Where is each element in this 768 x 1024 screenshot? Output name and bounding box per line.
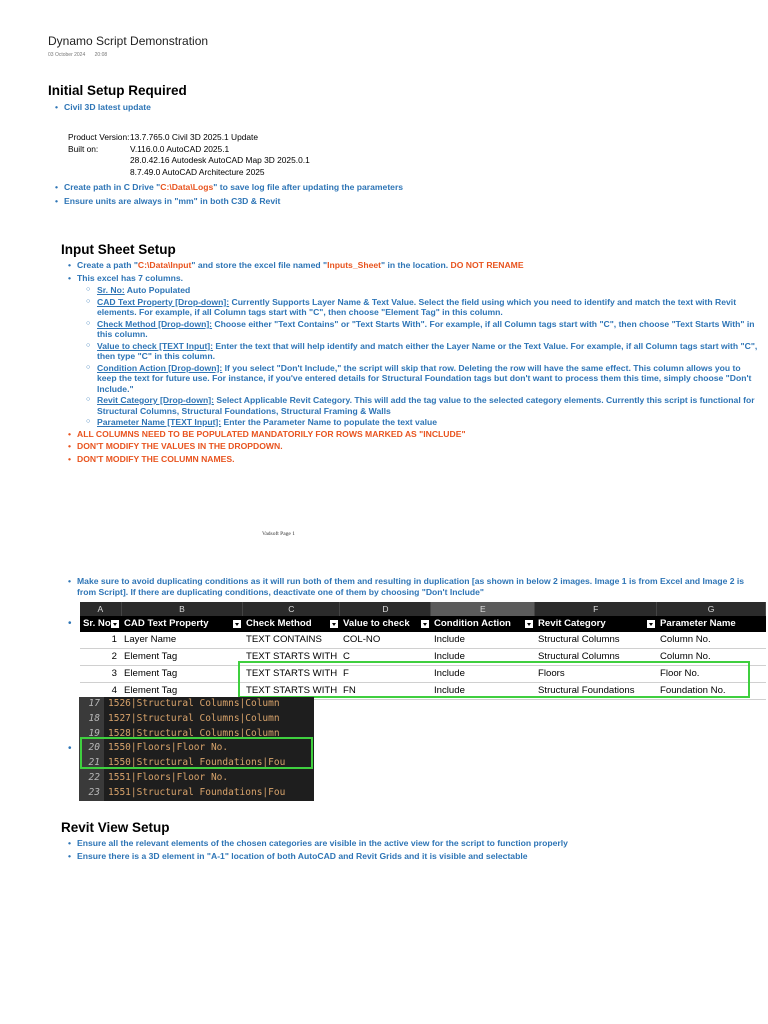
input-list — [66, 260, 762, 464]
excel-cell[interactable]: TEXT CONTAINS — [246, 634, 322, 645]
revit-list — [66, 838, 762, 861]
script-line-number: 19 — [79, 727, 104, 742]
excel-header-cell — [535, 616, 657, 632]
script-line-text: 1527|Structural Columns|Column — [108, 712, 280, 724]
input-bullet-1: • Create a path "C:\Data\Input" and store the excel file named "Inputs_Sheet" in the location. DO NOT RENAME — [66, 260, 762, 271]
initial-bullet-1: • Civil 3D latest update — [53, 102, 753, 113]
excel-header-label: Check Method — [246, 618, 312, 629]
filter-dropdown-icon[interactable] — [111, 620, 119, 628]
page-date: 03 October 2024 — [48, 52, 86, 58]
script-line-number: 18 — [79, 712, 104, 727]
initial-list-2 — [53, 182, 753, 206]
excel-header-cell — [80, 616, 121, 632]
excel-header-label: Condition Action — [434, 618, 511, 629]
revit-bullet-2: • Ensure there is a 3D element in "A-1" location of both AutoCAD and Revit Grids and it is visible and selectable — [66, 851, 762, 862]
excel-cell[interactable]: 2 — [111, 651, 117, 662]
page-meta — [48, 52, 115, 58]
revit-bullet-1: • Ensure all the relevant elements of the chosen categories are visible in the active view for the script to function properly — [66, 838, 762, 849]
excel-cell[interactable]: Include — [434, 651, 465, 662]
duplicate-highlight-script — [80, 737, 313, 769]
version-value: V.116.0.0 AutoCAD 2025.1 — [130, 143, 230, 154]
script-line — [79, 712, 314, 727]
excel-cell[interactable]: F — [343, 668, 349, 679]
filter-dropdown-icon[interactable] — [525, 620, 533, 628]
excel-header-label: Parameter Name — [660, 618, 736, 629]
excel-cell[interactable]: Structural Columns — [538, 634, 620, 645]
script-line-text: 1528|Structural Columns|Column — [108, 727, 280, 739]
column-description-text: Choose either "Text Contains" or "Text Starts With". For example, if all Column tags start with "C", then choose "Text Starts With" in this column. — [97, 318, 755, 339]
excel-col-letter[interactable]: A — [80, 602, 122, 616]
excel-cell[interactable]: 4 — [111, 685, 117, 696]
excel-cell[interactable]: 1 — [111, 634, 117, 645]
input-bullet-2: • This excel has 7 columns. — [66, 273, 762, 284]
excel-header-label: CAD Text Property — [124, 618, 209, 629]
image2-bullet-icon: • — [68, 743, 72, 754]
initial-bullet-2: • Create path in C Drive "C:\Data\Logs" to save log file after updating the parameters — [53, 182, 753, 193]
version-line — [68, 167, 310, 179]
excel-cell[interactable]: Structural Columns — [538, 651, 620, 662]
excel-cell[interactable]: Element Tag — [124, 668, 178, 679]
column-description-text: Auto Populated — [124, 285, 191, 295]
excel-col-letter[interactable]: G — [657, 602, 766, 616]
column-description-label: Check Method [Drop-down]: — [97, 318, 213, 329]
excel-column-letters — [80, 602, 766, 616]
excel-cell[interactable]: Column No. — [660, 651, 711, 662]
script-line-number: 17 — [79, 697, 104, 712]
column-description — [86, 395, 762, 416]
script-line-text: 1551|Floors|Floor No. — [108, 771, 229, 783]
script-line-number: 22 — [79, 771, 104, 786]
column-description-label: Condition Action [Drop-down]: — [97, 362, 223, 373]
warn-dropdown: • DON'T MODIFY THE VALUES IN THE DROPDOWN. — [66, 441, 762, 452]
excel-header-label: Sr. No — [83, 618, 111, 629]
column-description-text: Select Applicable Revit Category. This will add the tag value to the selected category elements. Currently this script is functional for Structural Columns, Structural Foundations, Structural Framing & Walls — [97, 395, 755, 416]
version-line — [68, 144, 310, 156]
heading-input-sheet: Input Sheet Setup — [61, 242, 176, 257]
filter-dropdown-icon[interactable] — [647, 620, 655, 628]
image1-bullet-icon: • — [68, 618, 72, 629]
excel-cell[interactable]: COL-NO — [343, 634, 381, 645]
dup-note-list — [66, 576, 764, 597]
excel-header-cell — [431, 616, 535, 632]
excel-cell[interactable]: Include — [434, 634, 465, 645]
filter-dropdown-icon[interactable] — [330, 620, 338, 628]
script-line-number: 23 — [79, 786, 104, 801]
page-footer: Vadsoft Page 1 — [262, 531, 295, 537]
input-path: C:\Data\Input — [137, 260, 192, 270]
input-file: Inputs_Sheet — [327, 260, 382, 270]
column-description — [86, 297, 762, 318]
excel-col-letter[interactable]: D — [340, 602, 431, 616]
column-description-label: CAD Text Property [Drop-down]: — [97, 296, 230, 307]
excel-cell[interactable]: Include — [434, 668, 465, 679]
excel-cell[interactable]: Foundation No. — [660, 685, 726, 696]
column-description-text: If you select "Don't Include," the script will skip that row. Deleting the row will have the same effect. This column allows you to keep the text for future use. For instance, if you've entered details for Structural Foundation tags but don't want to process them this time, simply choose "Don't Include." — [97, 362, 752, 394]
excel-cell[interactable]: Include — [434, 685, 465, 696]
excel-col-letter[interactable]: E — [431, 602, 535, 616]
column-description — [86, 417, 762, 428]
version-value: 8.7.49.0 AutoCAD Architecture 2025 — [130, 166, 265, 177]
script-line-text: 1550|Floors|Floor No. — [108, 742, 229, 754]
column-description-label: Sr. No: — [97, 285, 125, 295]
excel-header-cell — [340, 616, 431, 632]
input-warn-rename: DO NOT RENAME — [450, 260, 524, 270]
initial-bullet-3: • Ensure units are always in "mm" in both C3D & Revit — [53, 196, 753, 207]
column-description-text: Enter the text that will help identify and match either the Layer Name or the Text Value. For example, if all Column tags start with "C", then type "C" in this column. — [97, 340, 758, 361]
version-key: Product Version: — [68, 132, 130, 142]
excel-cell[interactable]: Floor No. — [660, 668, 700, 679]
excel-cell[interactable]: Structural Foundations — [538, 685, 635, 696]
filter-dropdown-icon[interactable] — [233, 620, 241, 628]
logs-path: C:\Data\Logs — [160, 182, 214, 192]
script-line — [79, 771, 314, 786]
excel-col-letter[interactable]: F — [535, 602, 657, 616]
excel-col-letter[interactable]: B — [122, 602, 244, 616]
excel-cell[interactable]: Column No. — [660, 634, 711, 645]
version-line — [68, 155, 310, 167]
column-description — [86, 319, 762, 340]
excel-cell[interactable]: TEXT STARTS WITH — [246, 685, 338, 696]
dup-note: • Make sure to avoid duplicating conditions as it will run both of them and resulting in duplication [as shown in below 2 images. Image 1 is from Excel and Image 2 is from Script]. If there are duplicating conditions, deactivate one of them by choosing "Don't Include" — [66, 576, 764, 597]
excel-header-cell — [243, 616, 340, 632]
excel-cell[interactable]: FN — [343, 685, 356, 696]
script-line-text: 1551|Structural Foundations|Fou — [108, 786, 286, 798]
excel-cell[interactable]: Floors — [538, 668, 565, 679]
column-descriptions — [86, 285, 762, 428]
excel-cell[interactable]: 3 — [111, 668, 117, 679]
warn-mandatory: • ALL COLUMNS NEED TO BE POPULATED MANDATORILY FOR ROWS MARKED AS "INCLUDE" — [66, 429, 762, 440]
version-line — [68, 132, 310, 144]
version-value: 13.7.765.0 Civil 3D 2025.1 Update — [130, 132, 259, 142]
version-info — [68, 132, 310, 178]
column-description — [86, 285, 762, 296]
excel-header-row — [80, 616, 766, 632]
warn-column-names: • DON'T MODIFY THE COLUMN NAMES. — [66, 454, 762, 465]
script-line-number: 21 — [79, 756, 104, 771]
filter-dropdown-icon[interactable] — [421, 620, 429, 628]
excel-col-letter[interactable]: C — [243, 602, 340, 616]
excel-cell[interactable]: C — [343, 651, 350, 662]
excel-cell[interactable]: TEXT STARTS WITH — [246, 668, 338, 679]
duplicate-highlight-excel — [238, 661, 750, 698]
column-description-label: Parameter Name [TEXT Input]: — [97, 417, 222, 427]
script-line-number: 20 — [79, 741, 104, 756]
excel-header-cell — [657, 616, 766, 632]
excel-cell[interactable]: Element Tag — [124, 651, 178, 662]
version-value: 28.0.42.16 Autodesk AutoCAD Map 3D 2025.0.1 — [130, 155, 310, 166]
page-title: Dynamo Script Demonstration — [48, 34, 209, 48]
initial-list — [53, 102, 753, 113]
version-key: Built on: — [68, 143, 99, 154]
excel-cell[interactable]: TEXT STARTS WITH — [246, 651, 338, 662]
excel-cell[interactable]: Layer Name — [124, 634, 177, 645]
excel-header-cell — [121, 616, 243, 632]
script-line-text: 1526|Structural Columns|Column — [108, 698, 280, 709]
column-description-label: Revit Category [Drop-down]: — [97, 395, 214, 405]
excel-row — [80, 632, 766, 649]
script-line — [79, 786, 314, 801]
column-description-text: Currently Supports Layer Name & Text Value. Select the field using which you need to identify and match the text with Revit elements. For example, if all Column tags start with "C", then choose "Element Tag" in this column. — [97, 296, 737, 317]
script-line-text: 1550|Structural Foundations|Fou — [108, 757, 286, 769]
excel-header-label: Value to check — [343, 618, 410, 629]
column-description-label: Value to check [TEXT Input]: — [97, 340, 214, 351]
script-line — [79, 697, 314, 712]
excel-cell[interactable]: Element Tag — [124, 685, 178, 696]
heading-revit-view: Revit View Setup — [61, 820, 170, 835]
column-description-text: Enter the Parameter Name to populate the text value — [221, 417, 438, 427]
excel-header-label: Revit Category — [538, 618, 606, 629]
column-description — [86, 363, 762, 395]
heading-initial-setup: Initial Setup Required — [48, 83, 187, 98]
page-time: 20:08 — [94, 52, 108, 58]
column-description — [86, 341, 762, 362]
